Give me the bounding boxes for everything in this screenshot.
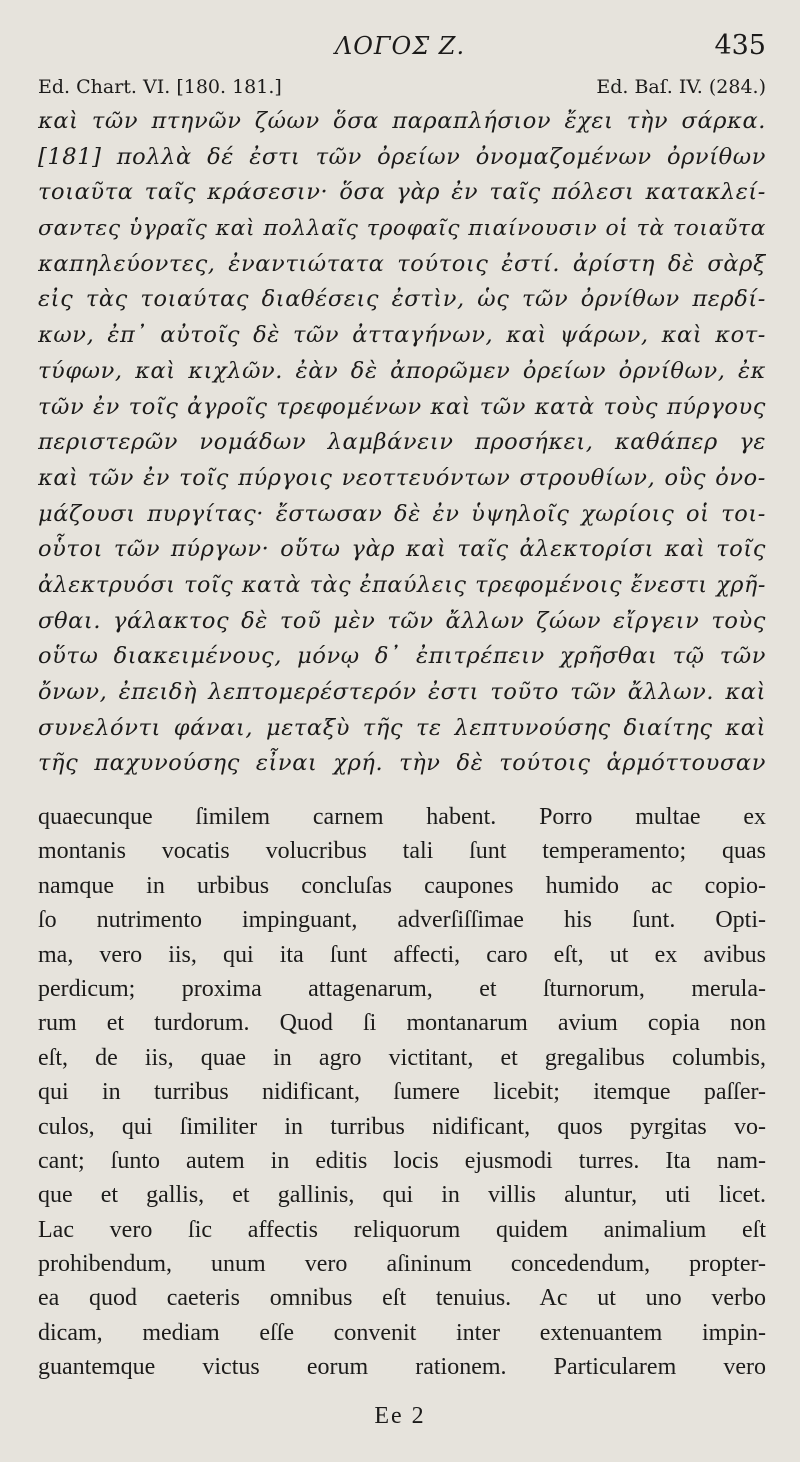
latin-text-line: ea quod caeteris omnibus eſt tenuius. Ac ut uno verbo	[38, 1285, 766, 1312]
latin-text-line: cant; ſunto autem in editis locis ejusmodi turres. Ita nam-	[38, 1147, 766, 1174]
greek-text-line: [181] πολλὰ δέ ἐστι τῶν ὀρείων ὀνομαζομένων ὀρνίθων	[38, 143, 766, 170]
greek-text-line: ἀλεκτρυόσι τοῖς κατὰ τὰς ἐπαύλεις τρεφομένοις ἔνεστι χρῆ-	[38, 571, 766, 598]
latin-text-line: qui in turribus nidificant, ſumere licebit; itemque paſſer-	[38, 1079, 766, 1106]
running-head	[0, 30, 800, 64]
latin-text-line: Lac vero ſic affectis reliquorum quidem animalium eſt	[38, 1216, 766, 1243]
latin-text-line: prohibendum, unum vero aſininum concedendum, propter-	[38, 1251, 766, 1278]
greek-text-line: τῶν ἐν τοῖς ἀγροῖς τρεφομένων καὶ τῶν κατὰ τοὺς πύργους	[38, 393, 766, 420]
page-number: 435	[714, 30, 766, 61]
greek-text-line: σαντες ὑγραῖς καὶ πολλαῖς τροφαῖς πιαίνουσιν οἱ τὰ τοιαῦτα	[38, 216, 766, 242]
latin-text-line: rum et turdorum. Quod ſi montanarum avium copia non	[38, 1010, 766, 1037]
greek-text-line: οὗτοι τῶν πύργων· οὕτω γὰρ καὶ ταῖς ἀλεκτορίσι καὶ τοῖς	[38, 536, 766, 563]
latin-text-line: dicam, mediam eſſe convenit inter extenuantem impin-	[38, 1319, 766, 1346]
latin-text-line: ſo nutrimento impinguant, adverſiſſimae his ſunt. Opti-	[38, 907, 766, 934]
latin-text-line: ma, vero iis, qui ita ſunt affecti, caro eſt, ut ex avibus	[38, 941, 766, 968]
greek-text-line: μάζουσι πυργίτας· ἔστωσαν δὲ ἐν ὑψηλοῖς χωρίοις οἱ τοι-	[38, 500, 766, 527]
greek-text-line: καὶ τῶν ἐν τοῖς πύργοις νεοττευόντων στρουθίων, οὓς ὀνο-	[38, 464, 766, 491]
latin-text-line: quaecunque ſimilem carnem habent. Porro multae ex	[38, 804, 766, 830]
greek-text-line: οὕτω διακειμένους, μόνῳ δ᾽ ἐπιτρέπειν χρῆσθαι τῷ τῶν	[38, 643, 766, 670]
latin-text-line: culos, qui ſimiliter in turribus nidificant, quos pyrgitas vo-	[38, 1113, 766, 1140]
greek-text-line: περιστερῶν νομάδων λαμβάνειν προσήκει, καθάπερ γε	[38, 429, 766, 456]
latin-text-line: eſt, de iis, quae in agro victitant, et gregalibus columbis,	[38, 1044, 766, 1071]
printer-signature-mark: Ee 2	[374, 1403, 426, 1429]
greek-text-line: καπηλεύοντες, ἐναντιώτατα τούτοις ἐστί. ἀρίστη δὲ σὰρξ	[38, 250, 766, 277]
greek-text-line: τοιαῦτα ταῖς κράσεσιν· ὅσα γὰρ ἐν ταῖς πόλεσι κατακλεί-	[38, 179, 766, 206]
greek-text-line: τῆς παχυνούσης εἶναι χρή. τὴν δὲ τούτοις ἁρμόττουσαν	[38, 750, 766, 777]
greek-text-line: καὶ τῶν πτηνῶν ζώων ὅσα παραπλήσιον ἔχει τὴν σάρκα.	[38, 108, 766, 134]
greek-text-line: σθαι. γάλακτος δὲ τοῦ μὲν τῶν ἄλλων ζώων εἴργειν τοὺς	[38, 607, 766, 634]
latin-text-line: montanis vocatis volucribus tali ſunt temperamento; quas	[38, 838, 766, 865]
greek-text-line: εἰς τὰς τοιαύτας διαθέσεις ἐστὶν, ὡς τῶν ὀρνίθων περδί-	[38, 286, 766, 313]
latin-text-line: que et gallis, et gallinis, qui in villis aluntur, uti licet.	[38, 1182, 766, 1209]
greek-text-line: τύφων, καὶ κιχλῶν. ἐὰν δὲ ἀπορῶμεν ὀρείων ὀρνίθων, ἐκ	[38, 357, 766, 384]
greek-text-block	[38, 104, 766, 782]
running-title: ΛΟΓΟΣ Ζ.	[334, 32, 466, 60]
greek-text-line: συνελόντι φάναι, μεταξὺ τῆς τε λεπτυνούσης διαίτης καὶ	[38, 714, 766, 741]
greek-text-line: κων, ἐπ᾽ αὐτοῖς δὲ τῶν ἀτταγήνων, καὶ ψάρων, καὶ κοτ-	[38, 322, 766, 349]
edition-chartier-reference: Ed. Chart. VI. [180. 181.]	[38, 76, 282, 98]
latin-text-line: namque in urbibus concluſas caupones humido ac copio-	[38, 872, 766, 899]
edition-basel-reference: Ed. Baſ. IV. (284.)	[596, 76, 766, 98]
latin-text-line: perdicum; proxima attagenarum, et ſturnorum, merula-	[38, 975, 766, 1002]
edition-reference-line	[38, 76, 766, 104]
latin-translation-block	[38, 800, 766, 1385]
latin-text-line: guantemque victus eorum rationem. Particularem vero	[38, 1354, 766, 1381]
greek-text-line: ὄνων, ἐπειδὴ λεπτομερέστερόν ἐστι τοῦτο τῶν ἄλλων. καὶ	[38, 679, 766, 705]
